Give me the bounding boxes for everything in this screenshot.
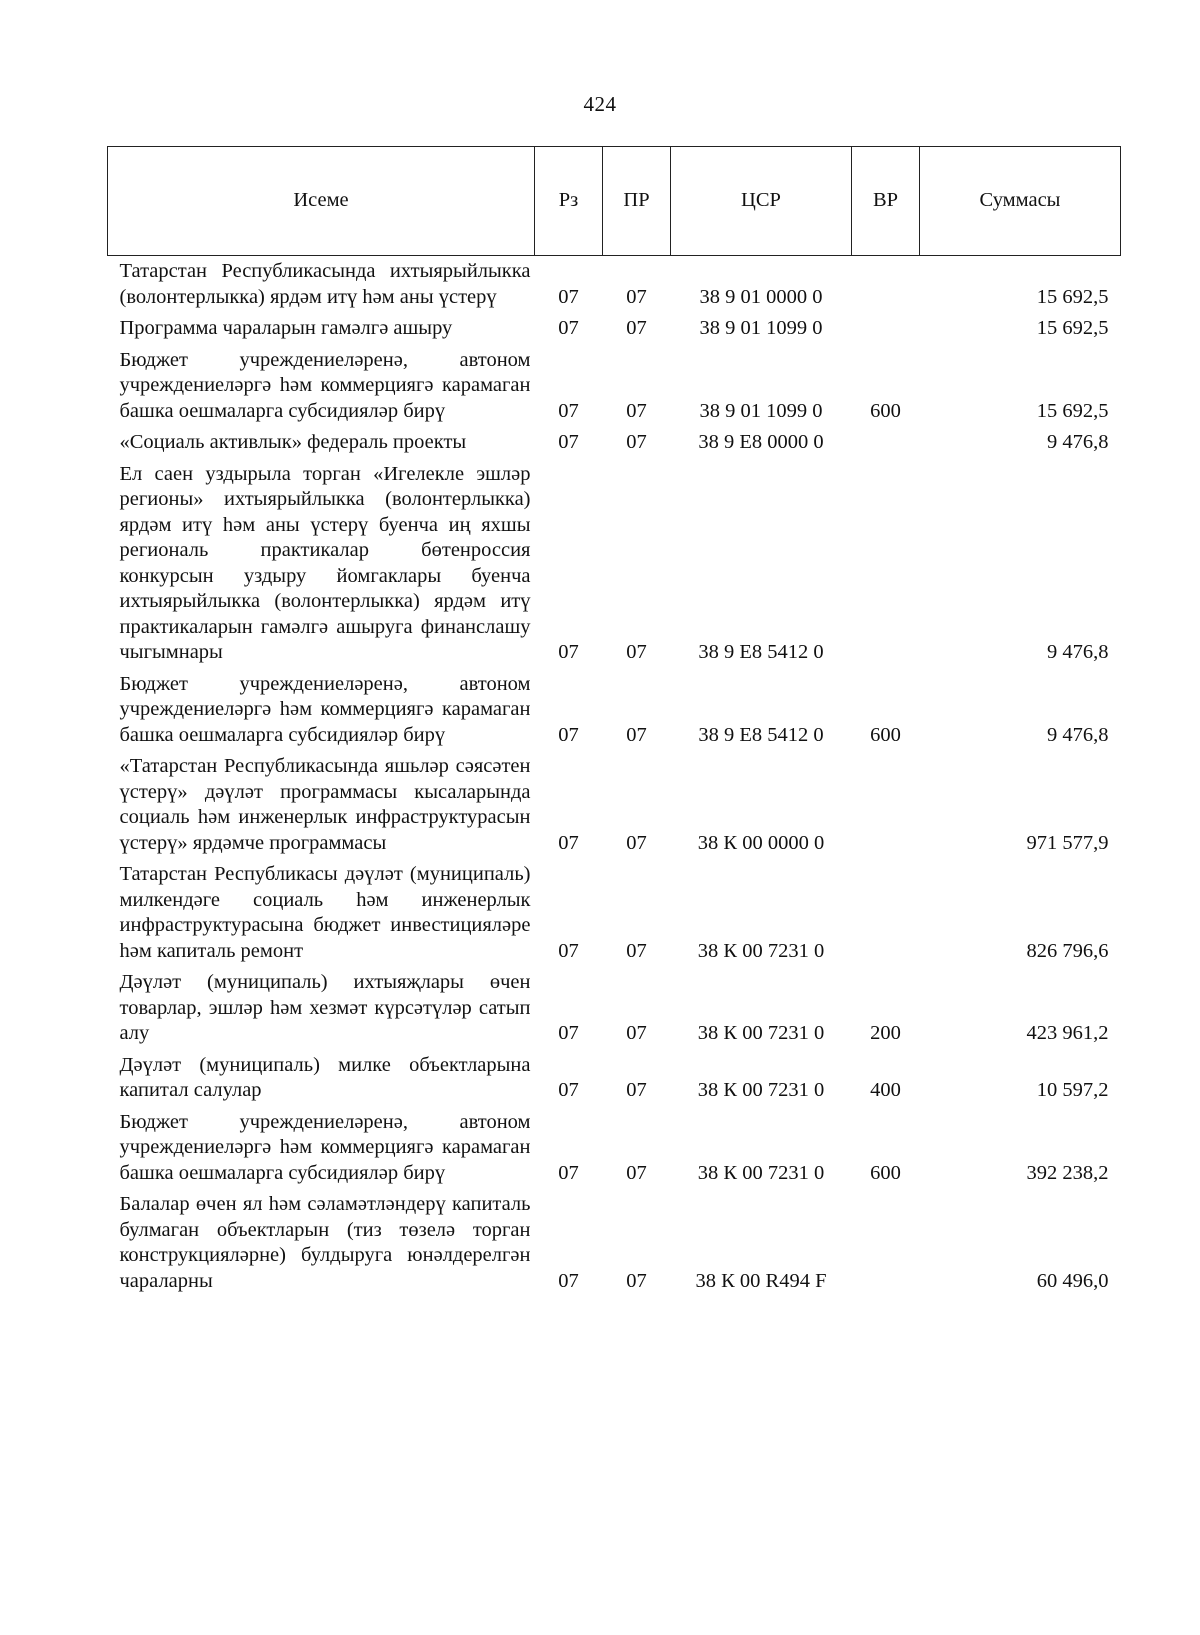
table-body [108,256,1121,1298]
row-pr: 07 [626,723,647,746]
row-vr [852,459,920,669]
row-sum: 9 476,8 [1047,431,1109,453]
header-csr: ЦСР [671,147,852,256]
row-rz: 07 [558,285,579,308]
row-sum: 423 961,2 [1026,1022,1109,1044]
row-vr: 600 [870,1161,901,1184]
table-row [108,313,1121,345]
row-pr: 07 [626,641,647,663]
row-csr: 38 К 00 R494 F [695,1269,827,1292]
row-vr [852,1189,920,1297]
row-csr: 38 К 00 7231 0 [697,1079,825,1101]
row-csr: 38 9 01 1099 0 [699,399,823,422]
row-csr: 38 9 E8 0000 0 [698,431,824,453]
row-pr: 07 [626,1079,647,1101]
table-row [108,967,1121,1050]
table-row [108,1107,1121,1190]
table-row [108,669,1121,752]
row-vr [852,859,920,967]
row-rz: 07 [558,831,579,854]
row-rz: 07 [558,939,579,962]
row-sum: 15 692,5 [1036,317,1109,339]
row-pr: 07 [626,285,647,308]
row-sum: 971 577,9 [1026,831,1109,854]
row-name: Бюджет учреждениеләренә, автоном учреждениеләргә һәм коммерциягә карамаган башка оешмаларга субсидияләр бирү [119,672,531,746]
row-csr: 38 9 01 0000 0 [699,285,823,308]
row-pr: 07 [626,399,647,422]
row-sum: 9 476,8 [1047,723,1109,746]
row-sum: 9 476,8 [1047,641,1109,663]
row-vr [852,313,920,345]
row-vr: 600 [870,723,901,746]
row-csr: 38 9 E8 5412 0 [698,723,824,746]
row-name: Бюджет учреждениеләренә, автоном учреждениеләргә һәм коммерциягә карамаган башка оешмаларга субсидияләр бирү [119,1110,531,1184]
table-header [108,147,1121,256]
row-vr: 400 [870,1079,901,1101]
header-vr: ВР [852,147,920,256]
row-sum: 15 692,5 [1036,399,1109,422]
row-rz: 07 [558,399,579,422]
row-pr: 07 [626,1269,647,1292]
row-rz: 07 [558,641,579,663]
header-pr: ПР [603,147,671,256]
table-row [108,427,1121,459]
row-rz: 07 [558,1161,579,1184]
row-rz: 07 [558,723,579,746]
row-vr [852,256,920,314]
table-row [108,751,1121,859]
row-pr: 07 [626,317,647,339]
budget-table [107,146,1121,1297]
row-rz: 07 [558,1079,579,1101]
row-pr: 07 [626,1022,647,1044]
row-vr [852,751,920,859]
row-name: «Социаль активлык» федераль проекты [119,431,467,453]
row-csr: 38 К 00 7231 0 [697,1022,825,1044]
row-vr: 200 [870,1022,901,1044]
row-csr: 38 К 00 7231 0 [697,1161,825,1184]
row-rz: 07 [558,1269,579,1292]
header-name: Исеме [108,147,535,256]
row-sum: 15 692,5 [1036,285,1109,308]
table-row [108,1189,1121,1297]
row-name: Ел саен уздырыла торган «Игелекле эшләр регионы» ихтыярыйлыкка (волонтерлыкка) ярдәм итү һәм аны үстерү буенча иң яхшы региональ практикалар бөтенроссия конкурсын уздыру йомгаклары буенча ихтыярыйлыкка (волонтерлыкка) ярдәм итү практикаларын гамәлгә ашыруга финанслашу чыгымнары [119,462,531,663]
header-sum: Суммасы [920,147,1121,256]
row-pr: 07 [626,831,647,854]
row-rz: 07 [558,317,579,339]
header-rz: Рз [535,147,603,256]
table-row [108,345,1121,428]
row-name: Бюджет учреждениеләренә, автоном учреждениеләргә һәм коммерциягә карамаган башка оешмаларга субсидияләр бирү [119,348,531,422]
row-sum: 826 796,6 [1026,939,1109,962]
row-csr: 38 К 00 7231 0 [697,939,825,962]
header-row [108,147,1121,256]
row-name: Балалар өчен ял һәм сәламәтләндерү капиталь булмаган объектларын (тиз төзелә торган конструкцияләрне) булдыруга юнәлдерелгән чараларны [119,1193,531,1292]
row-name: Программа чараларын гамәлгә ашыру [119,317,453,339]
table-row [108,459,1121,669]
row-csr: 38 9 E8 5412 0 [698,641,824,663]
row-pr: 07 [626,431,647,453]
row-rz: 07 [558,431,579,453]
row-csr: 38 9 01 1099 0 [699,317,823,339]
row-name: Дәүләт (муниципаль) милке объектларына капитал салулар [119,1053,531,1101]
row-csr: 38 К 00 0000 0 [697,831,825,854]
table-row [108,256,1121,314]
row-sum: 60 496,0 [1036,1269,1109,1292]
row-pr: 07 [626,939,647,962]
row-pr: 07 [626,1161,647,1184]
row-rz: 07 [558,1022,579,1044]
table-row [108,859,1121,967]
row-sum: 10 597,2 [1036,1079,1109,1101]
row-name: «Татарстан Республикасында яшьләр сәясәтен үстерү» дәүләт программасы кысаларында социаль һәм инженерлык инфраструктурасын үстерү» ярдәмче программасы [119,755,531,854]
row-vr: 600 [870,399,901,422]
row-sum: 392 238,2 [1026,1161,1109,1184]
row-vr [852,427,920,459]
row-name: Дәүләт (муниципаль) ихтыяҗлары өчен товарлар, эшләр һәм хезмәт күрсәтүләр сатып алу [119,971,531,1044]
page-number: 424 [583,92,617,116]
table-row [108,1050,1121,1107]
row-name: Татарстан Республикасы дәүләт (муниципаль) милкендәге социаль һәм инженерлык инфраструктурасына бюджет инвестицияләре һәм капиталь ремонт [119,863,531,962]
row-name: Татарстан Республикасында ихтыярыйлыкка (волонтерлыкка) ярдәм итү һәм аны үстерү [119,260,531,308]
